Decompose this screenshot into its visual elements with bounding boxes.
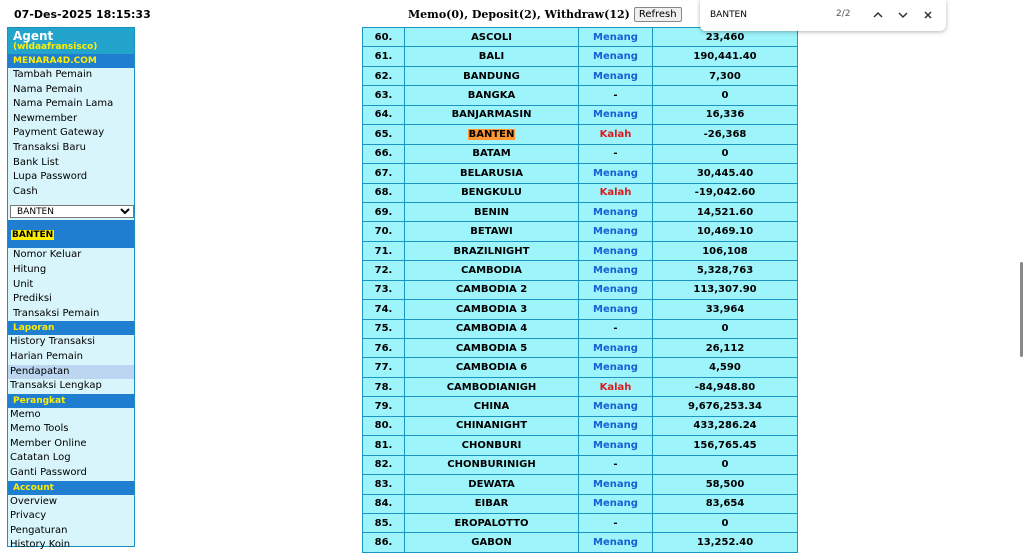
menu-item-memo-tools[interactable]: Memo Tools: [10, 423, 69, 435]
market-name: [405, 105, 579, 124]
laporan-section-header: Laporan: [8, 321, 134, 335]
market-name-text: BATAM: [472, 148, 511, 160]
menu-item-pengaturan[interactable]: Pengaturan: [10, 524, 68, 536]
table-row: [363, 513, 798, 532]
row-number: 73.: [363, 280, 405, 299]
result-status: -: [579, 86, 653, 105]
amount: 30,445.40: [653, 164, 798, 183]
menu-item-pendapatan[interactable]: Pendapatan: [8, 365, 134, 380]
table-row: [363, 86, 798, 105]
market-name-text: BANTEN: [468, 128, 515, 140]
market-name: [405, 416, 579, 435]
market-name-text: GABON: [471, 537, 512, 549]
row-number: 63.: [363, 86, 405, 105]
result-status: Kalah: [579, 377, 653, 396]
menu-item-harian-pemain[interactable]: Harian Pemain: [10, 350, 83, 362]
market-name-text: CAMBODIA 2: [455, 284, 528, 296]
market-name: [405, 47, 579, 66]
market-name: [405, 202, 579, 221]
amount: 106,108: [653, 241, 798, 260]
menu-item-tambah-pemain[interactable]: Tambah Pemain: [13, 69, 93, 80]
perangkat-menu: [8, 408, 134, 481]
table-row: [363, 416, 798, 435]
market-name-text: BANJARMASIN: [451, 109, 532, 121]
selected-market-label: BANTEN: [12, 230, 54, 241]
row-number: 65.: [363, 125, 405, 144]
market-name: [405, 358, 579, 377]
menu-item-member-online[interactable]: Member Online: [10, 437, 87, 449]
market-name: [405, 455, 579, 474]
amount: 0: [653, 144, 798, 163]
row-number: 68.: [363, 183, 405, 202]
market-name: [405, 183, 579, 202]
row-number: 61.: [363, 47, 405, 66]
table-row: [363, 475, 798, 494]
market-name: [405, 261, 579, 280]
agent-username: (wldaafransisco): [13, 42, 98, 52]
table-row: [363, 47, 798, 66]
menu-item-payment-gateway[interactable]: Payment Gateway: [13, 127, 105, 139]
result-status: Menang: [579, 436, 653, 455]
table-row: [363, 280, 798, 299]
table-row: [363, 436, 798, 455]
market-name-text: CAMBODIA 6: [455, 362, 528, 374]
find-next-button[interactable]: [895, 7, 911, 23]
market-name-text: CAMBODIA 4: [455, 323, 528, 335]
market-name: [405, 144, 579, 163]
result-status: -: [579, 144, 653, 163]
market-name: [405, 397, 579, 416]
account-menu: [8, 495, 134, 553]
market-name: [405, 533, 579, 552]
result-status: Kalah: [579, 125, 653, 144]
amount: 0: [653, 319, 798, 338]
menu-item-history-transaksi[interactable]: History Transaksi: [10, 336, 96, 348]
result-status: Menang: [579, 397, 653, 416]
market-name: [405, 241, 579, 260]
market-name-text: BENGKULU: [461, 187, 522, 199]
table-row: [363, 144, 798, 163]
amount: 433,286.24: [653, 416, 798, 435]
result-status: Menang: [579, 222, 653, 241]
refresh-button[interactable]: Refresh: [634, 7, 682, 22]
amount: 190,441.40: [653, 47, 798, 66]
table-row: [363, 397, 798, 416]
amount: 4,590: [653, 358, 798, 377]
amount: 83,654: [653, 494, 798, 513]
table-row: [363, 319, 798, 338]
amount: 5,328,763: [653, 261, 798, 280]
market-name: [405, 475, 579, 494]
row-number: 76.: [363, 339, 405, 358]
market-results-body: [363, 28, 798, 553]
row-number: 77.: [363, 358, 405, 377]
find-input[interactable]: [710, 8, 830, 22]
selected-market-box: [8, 220, 134, 248]
market-name: [405, 66, 579, 85]
row-number: 79.: [363, 397, 405, 416]
market-select[interactable]: [10, 205, 134, 218]
menu-item-ganti-password[interactable]: Ganti Password: [10, 467, 87, 479]
table-row: [363, 164, 798, 183]
amount: 23,460: [653, 28, 798, 47]
menu-item-transaksi-lengkap[interactable]: Transaksi Lengkap: [10, 380, 102, 392]
amount: 16,336: [653, 105, 798, 124]
menu-item-lupa-password[interactable]: Lupa Password: [13, 171, 88, 183]
row-number: 85.: [363, 513, 405, 532]
market-name-text: CAMBODIANIGH: [446, 381, 537, 393]
row-number: 84.: [363, 494, 405, 513]
row-number: 64.: [363, 105, 405, 124]
market-name: [405, 436, 579, 455]
row-number: 72.: [363, 261, 405, 280]
result-status: Menang: [579, 416, 653, 435]
page-scrollbar-thumb[interactable]: [1020, 262, 1023, 357]
amount: 58,500: [653, 475, 798, 494]
table-row: [363, 241, 798, 260]
table-row: [363, 222, 798, 241]
table-row: [363, 125, 798, 144]
table-row: [363, 494, 798, 513]
result-status: Menang: [579, 47, 653, 66]
market-name: [405, 300, 579, 319]
result-status: -: [579, 513, 653, 532]
menu-item-unit[interactable]: Unit: [13, 278, 34, 290]
market-name-text: BELARUSIA: [459, 167, 524, 179]
market-name-text: BENIN: [474, 206, 509, 218]
market-name-text: CHONBURI: [461, 439, 522, 451]
result-status: Menang: [579, 494, 653, 513]
amount: 14,521.60: [653, 202, 798, 221]
market-name-text: BANGKA: [467, 90, 516, 102]
row-number: 75.: [363, 319, 405, 338]
result-status: Menang: [579, 358, 653, 377]
amount: 0: [653, 513, 798, 532]
memo-deposit-withdraw-counters[interactable]: Memo(0), Deposit(2), Withdraw(12): [408, 7, 630, 21]
market-name-text: EIBAR: [474, 498, 509, 510]
result-status: Menang: [579, 533, 653, 552]
table-row: [363, 105, 798, 124]
market-name-text: EROPALOTTO: [454, 517, 529, 529]
market-name-text: CHINANIGHT: [455, 420, 528, 432]
menu-item-hitung[interactable]: Hitung: [13, 263, 47, 275]
close-icon: [922, 9, 934, 21]
chevron-down-icon: [897, 9, 909, 21]
market-name: [405, 222, 579, 241]
market-name-text: CAMBODIA 5: [455, 342, 528, 354]
menu-item-newmember[interactable]: Newmember: [13, 112, 78, 124]
market-name-text: CAMBODIA: [461, 264, 522, 276]
amount: 7,300: [653, 66, 798, 85]
table-row: [363, 377, 798, 396]
result-status: Menang: [579, 164, 653, 183]
amount: -84,948.80: [653, 377, 798, 396]
table-row: [363, 300, 798, 319]
result-status: Menang: [579, 339, 653, 358]
row-number: 80.: [363, 416, 405, 435]
account-section-header: Account: [8, 481, 134, 495]
table-row: [363, 358, 798, 377]
market-name-text: CHINA: [473, 401, 510, 413]
result-status: -: [579, 319, 653, 338]
row-number: 78.: [363, 377, 405, 396]
table-row: [363, 455, 798, 474]
amount: 0: [653, 86, 798, 105]
market-name-text: BANDUNG: [463, 70, 520, 82]
row-number: 70.: [363, 222, 405, 241]
market-name-text: CHONBURINIGH: [447, 459, 536, 471]
menu-item-nomor-keluar[interactable]: Nomor Keluar: [13, 249, 82, 261]
market-name-text: ASCOLI: [471, 31, 512, 43]
site-menu: [8, 68, 134, 199]
market-name: [405, 280, 579, 299]
market-name-text: BETAWI: [470, 226, 513, 238]
find-close-button[interactable]: [920, 7, 936, 23]
result-status: Menang: [579, 475, 653, 494]
top-bar: [408, 6, 682, 22]
amount: 33,964: [653, 300, 798, 319]
menu-item-memo[interactable]: Memo: [10, 408, 41, 420]
market-name-text: CAMBODIA 3: [455, 303, 528, 315]
amount: 26,112: [653, 339, 798, 358]
market-name: [405, 125, 579, 144]
market-menu: [8, 248, 134, 321]
row-number: 83.: [363, 475, 405, 494]
market-name: [405, 86, 579, 105]
menu-item-prediksi[interactable]: Prediksi: [13, 293, 52, 305]
market-name: [405, 513, 579, 532]
chevron-up-icon: [872, 9, 884, 21]
perangkat-section-header: Perangkat: [8, 394, 134, 408]
amount: -26,368: [653, 125, 798, 144]
menu-item-catatan-log[interactable]: Catatan Log: [10, 452, 71, 464]
datetime-display: 07-Des-2025 18:15:33: [14, 8, 151, 21]
result-status: Menang: [579, 261, 653, 280]
menu-item-bank-list[interactable]: Bank List: [13, 156, 59, 168]
find-bar: [700, 0, 946, 31]
table-row: [363, 183, 798, 202]
menu-item-overview[interactable]: Overview: [10, 495, 58, 507]
table-row: [363, 533, 798, 552]
result-status: Menang: [579, 300, 653, 319]
row-number: 81.: [363, 436, 405, 455]
amount: 0: [653, 455, 798, 474]
market-name-text: DEWATA: [468, 478, 515, 490]
market-name: [405, 319, 579, 338]
site-section-header: MENARA4D.COM: [8, 54, 134, 68]
menu-item-transaksi-pemain[interactable]: Transaksi Pemain: [13, 307, 100, 319]
market-name: [405, 377, 579, 396]
menu-item-transaksi-baru[interactable]: Transaksi Baru: [13, 141, 86, 153]
agent-header: [8, 28, 134, 54]
amount: 13,252.40: [653, 533, 798, 552]
amount: 10,469.10: [653, 222, 798, 241]
menu-item-history-koin[interactable]: History Koin: [10, 539, 71, 551]
row-number: 69.: [363, 202, 405, 221]
market-name: [405, 494, 579, 513]
result-status: Menang: [579, 202, 653, 221]
table-row: [363, 202, 798, 221]
sidebar: [7, 27, 135, 551]
menu-item-cash[interactable]: Cash: [13, 185, 38, 197]
market-name: [405, 339, 579, 358]
result-status: -: [579, 455, 653, 474]
market-name-text: BRAZILNIGHT: [453, 245, 530, 257]
menu-item-privacy[interactable]: Privacy: [10, 510, 47, 522]
amount: 9,676,253.34: [653, 397, 798, 416]
row-number: 67.: [363, 164, 405, 183]
find-previous-button[interactable]: [870, 7, 886, 23]
table-row: [363, 66, 798, 85]
amount: 156,765.45: [653, 436, 798, 455]
amount: -19,042.60: [653, 183, 798, 202]
agent-title: Agent: [13, 29, 54, 43]
find-match-count: 2/2: [836, 9, 851, 19]
result-status: Kalah: [579, 183, 653, 202]
row-number: 62.: [363, 66, 405, 85]
market-name-text: BALI: [478, 51, 505, 63]
result-status: Menang: [579, 280, 653, 299]
row-number: 86.: [363, 533, 405, 552]
market-name: [405, 28, 579, 47]
menu-item-nama-pemain[interactable]: Nama Pemain: [13, 83, 83, 95]
laporan-menu: [8, 335, 134, 393]
table-row: [363, 339, 798, 358]
row-number: 71.: [363, 241, 405, 260]
row-number: 60.: [363, 28, 405, 47]
result-status: Menang: [579, 66, 653, 85]
amount: 113,307.90: [653, 280, 798, 299]
market-name: [405, 164, 579, 183]
menu-item-nama-pemain-lama[interactable]: Nama Pemain Lama: [13, 98, 114, 110]
row-number: 74.: [363, 300, 405, 319]
result-status: Menang: [579, 241, 653, 260]
result-status: Menang: [579, 105, 653, 124]
row-number: 82.: [363, 455, 405, 474]
table-row: [363, 261, 798, 280]
row-number: 66.: [363, 144, 405, 163]
market-results-table: [362, 27, 798, 553]
result-status: Menang: [579, 28, 653, 47]
